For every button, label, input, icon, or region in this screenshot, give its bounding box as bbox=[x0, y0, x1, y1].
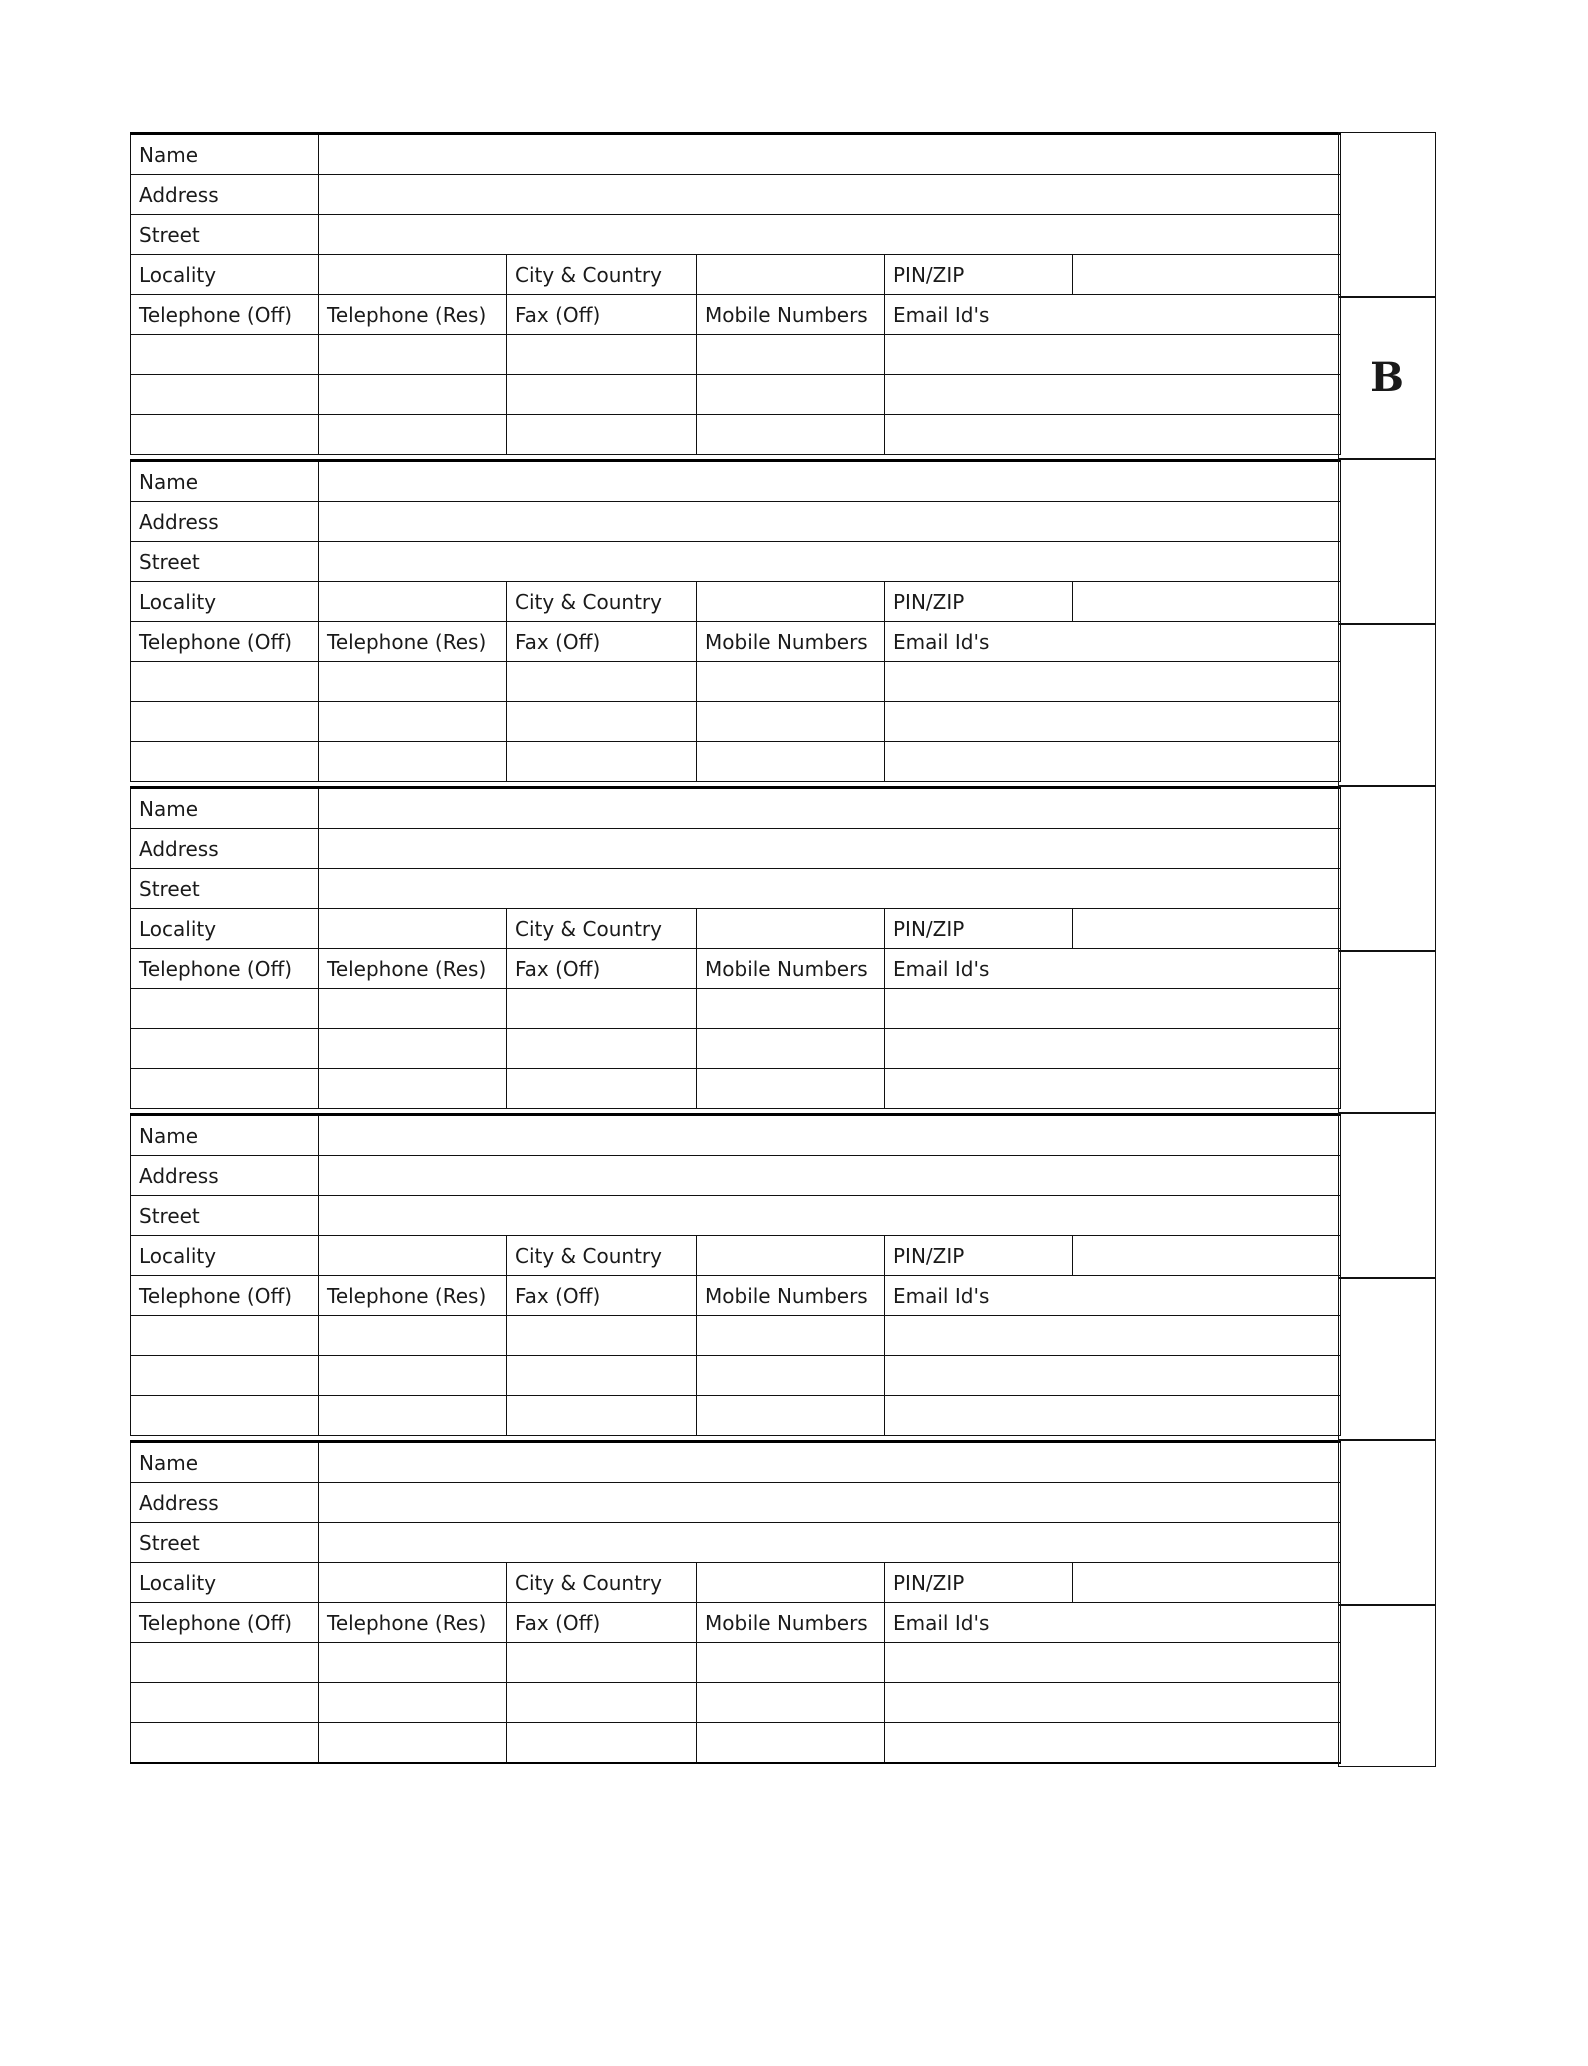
fax-off-label: Fax (Off) bbox=[507, 295, 697, 335]
contact-row bbox=[131, 662, 1341, 702]
street-label: Street bbox=[131, 1196, 319, 1236]
side-box-upper bbox=[1338, 459, 1436, 625]
telephone-off-label: Telephone (Off) bbox=[131, 949, 319, 989]
fax-off-field[interactable] bbox=[507, 1316, 697, 1356]
fax-off-field[interactable] bbox=[507, 1356, 697, 1396]
address-label: Address bbox=[131, 1483, 319, 1523]
telephone-res-field[interactable] bbox=[319, 662, 507, 702]
name-label: Name bbox=[131, 134, 319, 175]
fax-off-field[interactable] bbox=[507, 1029, 697, 1069]
locality-field[interactable] bbox=[319, 1236, 507, 1276]
pin-zip-field[interactable] bbox=[1073, 255, 1341, 295]
fax-off-field[interactable] bbox=[507, 1643, 697, 1683]
email-ids-field[interactable] bbox=[885, 415, 1341, 455]
telephone-res-field[interactable] bbox=[319, 1683, 507, 1723]
contact-row bbox=[131, 989, 1341, 1029]
city-country-field[interactable] bbox=[697, 1236, 885, 1276]
fax-off-field[interactable] bbox=[507, 1396, 697, 1436]
contact-row bbox=[131, 1396, 1341, 1436]
city-country-label: City & Country bbox=[507, 582, 697, 622]
locality-field[interactable] bbox=[319, 1563, 507, 1603]
telephone-res-field[interactable] bbox=[319, 415, 507, 455]
fax-off-field[interactable] bbox=[507, 335, 697, 375]
locality-field[interactable] bbox=[319, 909, 507, 949]
contact-row bbox=[131, 702, 1341, 742]
telephone-res-field[interactable] bbox=[319, 1396, 507, 1436]
city-country-label: City & Country bbox=[507, 1236, 697, 1276]
entry-table bbox=[130, 786, 1341, 1109]
address-label: Address bbox=[131, 829, 319, 869]
telephone-off-field[interactable] bbox=[131, 1069, 319, 1109]
contact-row bbox=[131, 1029, 1341, 1069]
side-box-lower bbox=[1338, 1604, 1436, 1767]
section-letter: B bbox=[1338, 296, 1436, 459]
locality-label: Locality bbox=[131, 1563, 319, 1603]
name-field[interactable] bbox=[319, 788, 1341, 829]
telephone-off-label: Telephone (Off) bbox=[131, 1276, 319, 1316]
mobile-numbers-label: Mobile Numbers bbox=[697, 622, 885, 662]
city-country-label: City & Country bbox=[507, 255, 697, 295]
telephone-res-label: Telephone (Res) bbox=[319, 949, 507, 989]
mobile-numbers-field[interactable] bbox=[697, 702, 885, 742]
fax-off-label: Fax (Off) bbox=[507, 1276, 697, 1316]
pin-zip-label: PIN/ZIP bbox=[885, 909, 1073, 949]
telephone-off-field[interactable] bbox=[131, 702, 319, 742]
contact-row bbox=[131, 415, 1341, 455]
mobile-numbers-field[interactable] bbox=[697, 1723, 885, 1764]
telephone-res-label: Telephone (Res) bbox=[319, 1603, 507, 1643]
address-entry bbox=[130, 786, 1436, 1113]
locality-label: Locality bbox=[131, 582, 319, 622]
telephone-off-label: Telephone (Off) bbox=[131, 295, 319, 335]
name-label: Name bbox=[131, 1115, 319, 1156]
fax-off-field[interactable] bbox=[507, 702, 697, 742]
fax-off-field[interactable] bbox=[507, 1723, 697, 1764]
mobile-numbers-field[interactable] bbox=[697, 1643, 885, 1683]
name-label: Name bbox=[131, 1442, 319, 1483]
telephone-res-field[interactable] bbox=[319, 1316, 507, 1356]
email-ids-field[interactable] bbox=[885, 702, 1341, 742]
address-field[interactable] bbox=[319, 502, 1341, 542]
mobile-numbers-field[interactable] bbox=[697, 1029, 885, 1069]
address-field[interactable] bbox=[319, 1156, 1341, 1196]
locality-field[interactable] bbox=[319, 255, 507, 295]
mobile-numbers-field[interactable] bbox=[697, 1356, 885, 1396]
street-field[interactable] bbox=[319, 1523, 1341, 1563]
fax-off-label: Fax (Off) bbox=[507, 949, 697, 989]
telephone-res-field[interactable] bbox=[319, 702, 507, 742]
email-ids-field[interactable] bbox=[885, 335, 1341, 375]
side-box-lower bbox=[1338, 623, 1436, 786]
fax-off-field[interactable] bbox=[507, 1069, 697, 1109]
email-ids-field[interactable] bbox=[885, 375, 1341, 415]
fax-off-field[interactable] bbox=[507, 662, 697, 702]
side-box-lower bbox=[1338, 1277, 1436, 1440]
telephone-off-field[interactable] bbox=[131, 742, 319, 782]
contact-row bbox=[131, 1643, 1341, 1683]
telephone-off-field[interactable] bbox=[131, 1683, 319, 1723]
contact-row bbox=[131, 375, 1341, 415]
city-country-field[interactable] bbox=[697, 255, 885, 295]
mobile-numbers-field[interactable] bbox=[697, 335, 885, 375]
email-ids-field[interactable] bbox=[885, 1356, 1341, 1396]
mobile-numbers-field[interactable] bbox=[697, 1316, 885, 1356]
address-book-sheet bbox=[130, 132, 1436, 1767]
address-field[interactable] bbox=[319, 829, 1341, 869]
telephone-off-field[interactable] bbox=[131, 662, 319, 702]
mobile-numbers-field[interactable] bbox=[697, 1396, 885, 1436]
telephone-off-field[interactable] bbox=[131, 375, 319, 415]
telephone-res-label: Telephone (Res) bbox=[319, 295, 507, 335]
telephone-res-field[interactable] bbox=[319, 1069, 507, 1109]
city-country-field[interactable] bbox=[697, 1563, 885, 1603]
side-box-upper bbox=[1338, 786, 1436, 952]
city-country-field[interactable] bbox=[697, 582, 885, 622]
mobile-numbers-label: Mobile Numbers bbox=[697, 949, 885, 989]
name-field[interactable] bbox=[319, 134, 1341, 175]
telephone-off-field[interactable] bbox=[131, 1723, 319, 1764]
telephone-off-field[interactable] bbox=[131, 989, 319, 1029]
address-label: Address bbox=[131, 502, 319, 542]
mobile-numbers-label: Mobile Numbers bbox=[697, 295, 885, 335]
pin-zip-label: PIN/ZIP bbox=[885, 1563, 1073, 1603]
address-entry bbox=[130, 1440, 1436, 1767]
address-label: Address bbox=[131, 175, 319, 215]
email-ids-field[interactable] bbox=[885, 1643, 1341, 1683]
street-label: Street bbox=[131, 542, 319, 582]
pin-zip-label: PIN/ZIP bbox=[885, 582, 1073, 622]
address-entry bbox=[130, 1113, 1436, 1440]
address-field[interactable] bbox=[319, 1483, 1341, 1523]
pin-zip-field[interactable] bbox=[1073, 1563, 1341, 1603]
email-ids-label: Email Id's bbox=[885, 622, 1341, 662]
side-box-upper bbox=[1338, 1440, 1436, 1606]
telephone-off-field[interactable] bbox=[131, 1396, 319, 1436]
name-field[interactable] bbox=[319, 461, 1341, 502]
telephone-res-field[interactable] bbox=[319, 335, 507, 375]
name-label: Name bbox=[131, 788, 319, 829]
email-ids-field[interactable] bbox=[885, 742, 1341, 782]
locality-field[interactable] bbox=[319, 582, 507, 622]
address-label: Address bbox=[131, 1156, 319, 1196]
email-ids-label: Email Id's bbox=[885, 1603, 1341, 1643]
entry-table bbox=[130, 459, 1341, 782]
mobile-numbers-field[interactable] bbox=[697, 1683, 885, 1723]
email-ids-field[interactable] bbox=[885, 1069, 1341, 1109]
telephone-res-field[interactable] bbox=[319, 375, 507, 415]
name-field[interactable] bbox=[319, 1442, 1341, 1483]
name-field[interactable] bbox=[319, 1115, 1341, 1156]
telephone-off-field[interactable] bbox=[131, 415, 319, 455]
mobile-numbers-field[interactable] bbox=[697, 662, 885, 702]
telephone-off-field[interactable] bbox=[131, 335, 319, 375]
telephone-off-field[interactable] bbox=[131, 1316, 319, 1356]
email-ids-field[interactable] bbox=[885, 1396, 1341, 1436]
telephone-res-label: Telephone (Res) bbox=[319, 1276, 507, 1316]
telephone-off-field[interactable] bbox=[131, 1356, 319, 1396]
pin-zip-label: PIN/ZIP bbox=[885, 1236, 1073, 1276]
telephone-off-label: Telephone (Off) bbox=[131, 622, 319, 662]
telephone-res-label: Telephone (Res) bbox=[319, 622, 507, 662]
name-label: Name bbox=[131, 461, 319, 502]
street-label: Street bbox=[131, 215, 319, 255]
street-field[interactable] bbox=[319, 542, 1341, 582]
telephone-off-field[interactable] bbox=[131, 1643, 319, 1683]
telephone-res-field[interactable] bbox=[319, 742, 507, 782]
mobile-numbers-field[interactable] bbox=[697, 742, 885, 782]
email-ids-field[interactable] bbox=[885, 989, 1341, 1029]
mobile-numbers-field[interactable] bbox=[697, 989, 885, 1029]
street-label: Street bbox=[131, 1523, 319, 1563]
locality-label: Locality bbox=[131, 909, 319, 949]
fax-off-label: Fax (Off) bbox=[507, 1603, 697, 1643]
address-entry bbox=[130, 459, 1436, 786]
street-field[interactable] bbox=[319, 1196, 1341, 1236]
telephone-res-field[interactable] bbox=[319, 989, 507, 1029]
fax-off-field[interactable] bbox=[507, 1683, 697, 1723]
street-field[interactable] bbox=[319, 869, 1341, 909]
fax-off-field[interactable] bbox=[507, 742, 697, 782]
street-label: Street bbox=[131, 869, 319, 909]
contact-row bbox=[131, 335, 1341, 375]
city-country-label: City & Country bbox=[507, 909, 697, 949]
mobile-numbers-label: Mobile Numbers bbox=[697, 1276, 885, 1316]
mobile-numbers-field[interactable] bbox=[697, 415, 885, 455]
email-ids-field[interactable] bbox=[885, 1316, 1341, 1356]
email-ids-field[interactable] bbox=[885, 1723, 1341, 1764]
telephone-off-label: Telephone (Off) bbox=[131, 1603, 319, 1643]
locality-label: Locality bbox=[131, 1236, 319, 1276]
fax-off-field[interactable] bbox=[507, 989, 697, 1029]
street-field[interactable] bbox=[319, 215, 1341, 255]
pin-zip-field[interactable] bbox=[1073, 582, 1341, 622]
email-ids-label: Email Id's bbox=[885, 1276, 1341, 1316]
mobile-numbers-field[interactable] bbox=[697, 1069, 885, 1109]
city-country-label: City & Country bbox=[507, 1563, 697, 1603]
entry-table bbox=[130, 1113, 1341, 1436]
side-box-upper bbox=[1338, 132, 1436, 298]
email-ids-field[interactable] bbox=[885, 1029, 1341, 1069]
pin-zip-field[interactable] bbox=[1073, 1236, 1341, 1276]
contact-row bbox=[131, 1316, 1341, 1356]
pin-zip-label: PIN/ZIP bbox=[885, 255, 1073, 295]
email-ids-field[interactable] bbox=[885, 662, 1341, 702]
contact-row bbox=[131, 1683, 1341, 1723]
address-field[interactable] bbox=[319, 175, 1341, 215]
contact-row bbox=[131, 1723, 1341, 1764]
mobile-numbers-label: Mobile Numbers bbox=[697, 1603, 885, 1643]
side-box-lower bbox=[1338, 950, 1436, 1113]
fax-off-label: Fax (Off) bbox=[507, 622, 697, 662]
fax-off-field[interactable] bbox=[507, 375, 697, 415]
telephone-off-field[interactable] bbox=[131, 1029, 319, 1069]
entry-table bbox=[130, 132, 1341, 455]
fax-off-field[interactable] bbox=[507, 415, 697, 455]
email-ids-label: Email Id's bbox=[885, 295, 1341, 335]
address-entry bbox=[130, 132, 1436, 459]
telephone-res-field[interactable] bbox=[319, 1356, 507, 1396]
email-ids-field[interactable] bbox=[885, 1683, 1341, 1723]
pin-zip-field[interactable] bbox=[1073, 909, 1341, 949]
telephone-res-field[interactable] bbox=[319, 1723, 507, 1764]
locality-label: Locality bbox=[131, 255, 319, 295]
entry-table bbox=[130, 1440, 1341, 1764]
contact-row bbox=[131, 1069, 1341, 1109]
email-ids-label: Email Id's bbox=[885, 949, 1341, 989]
telephone-res-field[interactable] bbox=[319, 1643, 507, 1683]
mobile-numbers-field[interactable] bbox=[697, 375, 885, 415]
city-country-field[interactable] bbox=[697, 909, 885, 949]
contact-row bbox=[131, 1356, 1341, 1396]
contact-row bbox=[131, 742, 1341, 782]
side-box-upper bbox=[1338, 1113, 1436, 1279]
telephone-res-field[interactable] bbox=[319, 1029, 507, 1069]
